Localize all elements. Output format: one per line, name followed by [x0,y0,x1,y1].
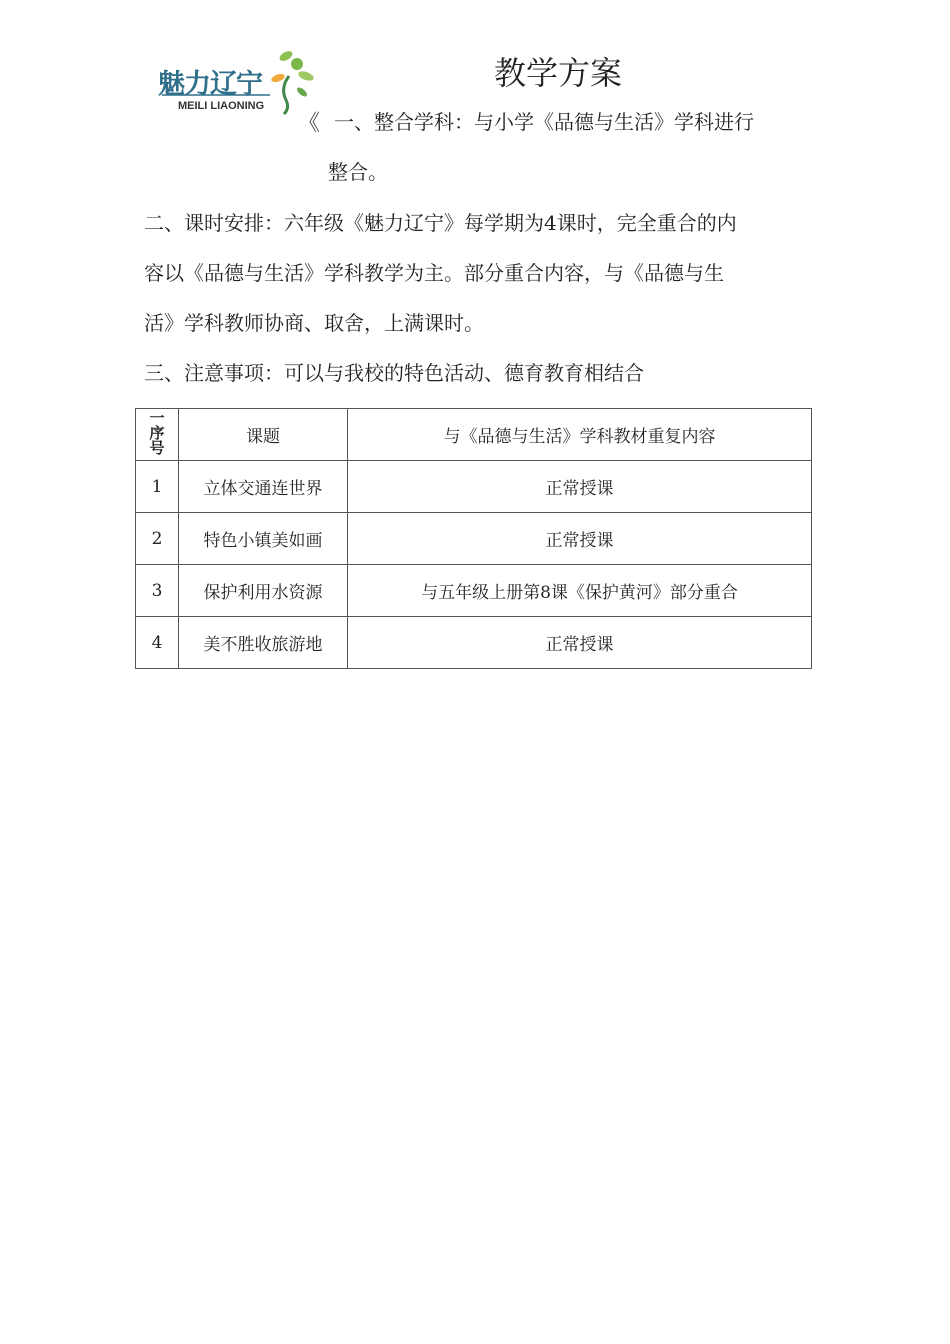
row-no: 4 [136,617,179,669]
row-overlap: 正常授课 [348,513,812,565]
row-no: 1 [136,461,179,513]
row-no: 3 [136,565,179,617]
row-overlap: 正常授课 [348,617,812,669]
section-2-line-2: 容以《品德与生活》学科教学为主。部分重合内容，与《品德与生 [144,261,724,285]
section-1-line-1: 一、整合学科：与小学《品德与生活》学科进行 [334,110,754,134]
stray-bracket: 《 [298,111,321,136]
section-1-line-2: 整合。 [328,160,388,184]
table-row [136,461,812,513]
header-overlap: 与《品德与生活》学科教材重复内容 [348,409,812,461]
header-no-label: 一序号 [149,409,165,457]
lesson-table [135,408,812,669]
row-topic: 保护利用水资源 [179,565,348,617]
row-no: 2 [136,513,179,565]
table-row [136,513,812,565]
row-overlap: 正常授课 [348,461,812,513]
row-topic: 立体交通连世界 [179,461,348,513]
header-no [136,409,179,461]
page-title: 教学方案 [494,54,623,92]
logo-chinese-text: 魅力辽宁 [158,69,262,100]
table-row [136,565,812,617]
header-topic: 课题 [179,409,348,461]
row-topic: 美不胜收旅游地 [179,617,348,669]
logo-english-text: MEILI LIAONING [178,100,265,112]
section-2-line-1: 二、课时安排：六年级《魅力辽宁》每学期为4课时，完全重合的内 [144,211,737,235]
table-row [136,617,812,669]
logo [152,48,318,120]
table-header-row [136,409,812,461]
row-topic: 特色小镇美如画 [179,513,348,565]
section-3-line-1: 三、注意事项：可以与我校的特色活动、德育教育相结合 [144,361,644,385]
section-2-line-3: 活》学科教师协商、取舍，上满课时。 [144,311,484,335]
row-overlap: 与五年级上册第8课《保护黄河》部分重合 [348,565,812,617]
